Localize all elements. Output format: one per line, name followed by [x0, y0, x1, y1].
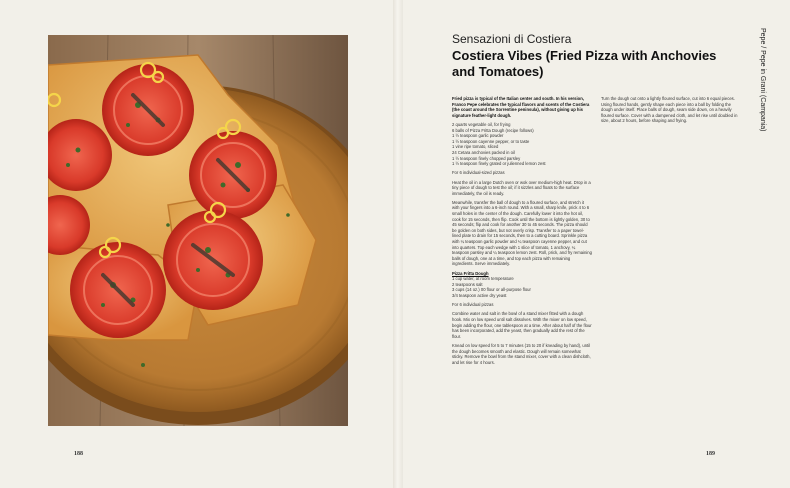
ingredient-list: [452, 122, 592, 167]
pizza-photo: [48, 35, 348, 426]
page-gutter: [393, 0, 403, 488]
method-step: Heat the oil in a large Dutch oven or wok over medium-high heat. Drop in a tiny piece of dough to test the oil; if it sizzles and floats to the surface immediately, the oil is ready.: [452, 179, 591, 196]
ingredient: 1 ½ teaspoon finely grated or julienned lemon zest: [452, 161, 546, 167]
dough-method-step: Knead on low speed for 5 to 7 minutes (15 to 20 if kneading by hand), until the dough becomes smooth and elastic. Dough will remain somewhat sticky. Remove the bowl from the stand mixer, cover with a clean dishcloth, and let rise for 4 hours.: [452, 342, 591, 365]
ingredient: 1 ½ teaspoon finely chopped parsley: [452, 155, 521, 161]
ingredient: 1 ½ teaspoon cayenne pepper, or to taste: [452, 138, 530, 144]
dough-serves-note: For 6 individual pizzas: [452, 302, 494, 308]
ingredient: 24 Cetara anchovies packed in oil: [452, 149, 515, 155]
dough-ingredient: 3 cups (14 oz.) 00 flour or all-purpose flour: [452, 287, 531, 293]
ingredient: 1 vine ripe tomato, sliced: [452, 144, 499, 150]
ingredient: 1 ½ teaspoon garlic powder: [452, 133, 504, 139]
running-head: [752, 28, 772, 288]
dough-ingredient: 2 teaspoons salt: [452, 281, 483, 287]
text-column-right: [601, 96, 741, 128]
dough-method-step: Combine water and salt in the bowl of a stand mixer fitted with a dough hook. Mix on low speed until salt dissolves. With the mixer on low speed, begin adding the flour, one tablespoon at a time. After about half of the flour has been incorporated, add the yeast, then gradually add the rest of the flour.: [452, 311, 592, 339]
running-head-text: Pepe / Pepe in Grani (Campania): [759, 28, 766, 132]
dough-ingredient: 1 cup water, at room temperature: [452, 276, 514, 282]
serves-note: For 6 individual-sized pizzas: [452, 170, 505, 176]
recipe-intro: Fried pizza is typical of the Italian center and south. In his version, Franco Pepe celebrates the typical flavors and scents of the Costiera (the coast around the Sorrentine peninsula), without giving up his signature feather-light dough.: [452, 96, 590, 118]
ingredient: 6 balls of Pizza Fritta Dough (recipe follows): [452, 127, 534, 133]
page-number-left: 188: [74, 451, 83, 457]
dough-ingredient-list: [452, 276, 592, 298]
dough-heading: Pizza Fritta Dough: [452, 270, 489, 276]
recipe-subtitle: Sensazioni di Costiera: [452, 32, 572, 46]
ingredient: 2 quarts vegetable oil, for frying: [452, 121, 511, 127]
text-column-left: [452, 96, 592, 369]
dough-ingredient: 3/4 teaspoon active dry yeast: [452, 292, 507, 298]
dough-method-step: Turn the dough out onto a lightly floured surface, cut into 6 equal pieces. Using floured hands, gently shape each piece into a ball by folding the dough under itself. Place balls of dough, seam side down, on a heavily floured surface. Cover with a dampened cloth, and let rise until doubled in size, about 2 hours, before shaping and frying.: [601, 96, 738, 124]
page-number-right: 189: [706, 451, 715, 457]
method-step: Meanwhile, transfer the ball of dough to a floured surface, and stretch it with your fingers into a 6-inch round. With a small, sharp knife, prick 4 to 6 small holes in the center of the dough. Carefully lower it into the hot oil, cook for 15 seconds, then flip. Cook until the bottom is lightly golden, 30 to 45 seconds; flip and cook for another 30 to 45 seconds. The pizza should be golden on both sides, but not overly crisp. Transfer to a paper towel-lined plate to drain for 15 seconds, then to a cutting board. Sprinkle pizza with ¼ teaspoon garlic powder and ¼ teaspoon cayenne pepper, and cut into quarters. Top each wedge with 1 slice of tomato, 1 anchovy, ¼ teaspoon parsley and ¼ teaspoon lemon zest. Roll, prick, and fry remaining balls of dough, one at a time, and top each pizza with remaining ingredients. Serve immediately.: [452, 199, 592, 267]
recipe-title: Costiera Vibes (Fried Pizza with Anchovies and Tomatoes): [452, 48, 717, 79]
